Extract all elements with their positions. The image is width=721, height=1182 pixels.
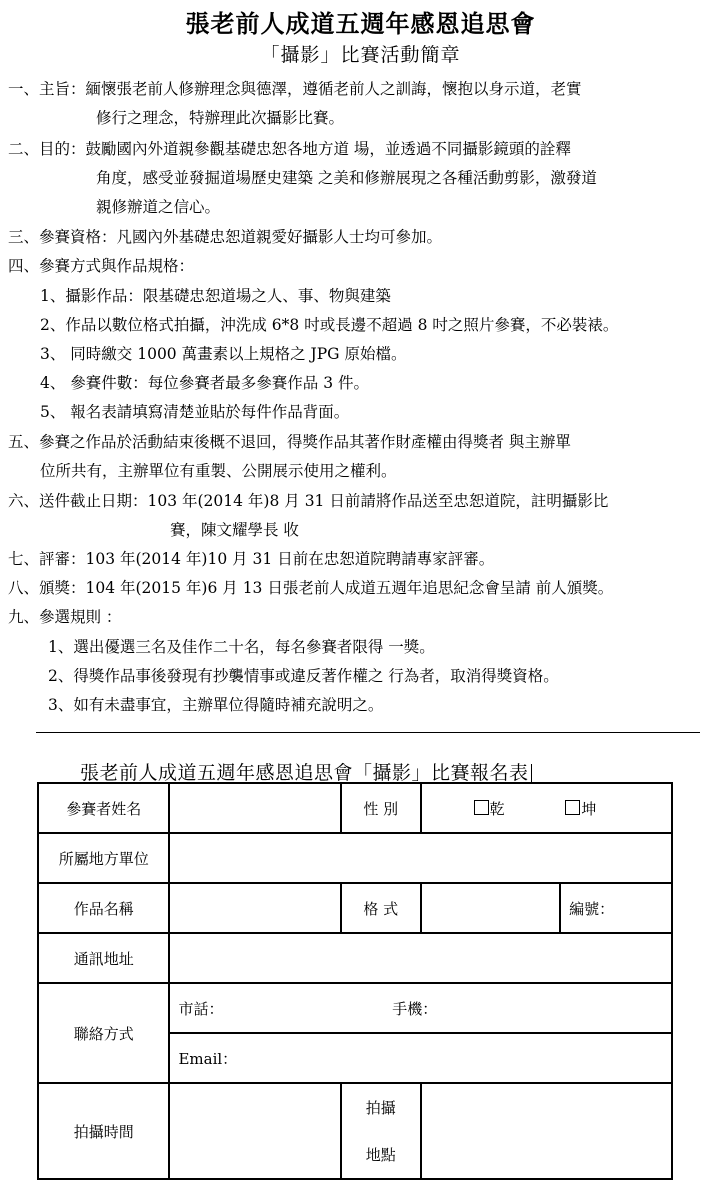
email-row[interactable] [169, 1033, 672, 1083]
name-label: 參賽者姓名 [38, 783, 169, 833]
form-title-text: 張老前人成道五週年感恩追思會「攝影」比賽報名表 [80, 762, 529, 784]
rule-line: 位所共有，主辦單位有重製、公開展示使用之權利。 [40, 462, 397, 480]
mobile-label: 手機： [392, 999, 438, 1018]
phone-label: 市話： [178, 999, 224, 1018]
place-label-2: 地點 [365, 1146, 396, 1164]
rule-line: 角度，感受並發掘道場歷史建築 之美和修辦展現之各種活動剪影，激發道 [96, 169, 597, 187]
rule-line: 2、得獎作品事後發現有抄襲情事或違反著作權之 行為者，取消得獎資格。 [48, 667, 559, 685]
unit-label: 所屬地方單位 [38, 833, 169, 883]
format-label: 格 式 [341, 883, 421, 933]
rule-line: 九、參選規則 ： [8, 608, 122, 626]
rule-line: 三、參賽資格：凡國內外基礎忠恕道親愛好攝影人士均可參加。 [8, 228, 443, 246]
number-label: 編號： [569, 899, 615, 918]
gender-options [421, 783, 672, 833]
time-label: 拍攝時間 [38, 1083, 169, 1179]
text-cursor [531, 764, 532, 784]
rule-line: 一、主旨：緬懷張老前人修辦理念與德澤，遵循老前人之訓誨，懷抱以身示道，老實 [8, 80, 582, 98]
format-field[interactable] [421, 883, 561, 933]
place-label [341, 1083, 421, 1179]
rule-line: 六、送件截止日期：103 年(2014 年)8 月 31 日前請將作品送至忠恕道院，註明攝影比 [8, 492, 609, 510]
document-title: 張老前人成道五週年感恩追思會 [185, 9, 536, 38]
contact-label: 聯絡方式 [38, 983, 169, 1083]
time-field[interactable] [169, 1083, 340, 1179]
rule-line: 4、 參賽件數：每位參賽者最多參賽作品 3 件。 [40, 374, 370, 392]
gender-option-kun[interactable]: 坤 [565, 800, 596, 818]
phone-row[interactable] [169, 983, 672, 1033]
document-subtitle: 「攝影」比賽活動簡章 [260, 44, 461, 66]
name-field[interactable] [169, 783, 340, 833]
rule-line: 5、 報名表請填寫清楚並貼於每件作品背面。 [40, 403, 350, 421]
work-name-label: 作品名稱 [38, 883, 169, 933]
rule-line: 3、如有未盡事宜，主辦單位得隨時補充說明之。 [48, 696, 384, 714]
email-label: Email： [178, 1049, 238, 1068]
rule-line: 親修辦道之信心。 [96, 198, 221, 216]
rule-line: 七、評審：103 年(2014 年)10 月 31 日前在忠恕道院聘請專家評審。 [8, 550, 495, 568]
place-field[interactable] [421, 1083, 672, 1179]
rule-line: 二、目的：鼓勵國內外道親參觀基礎忠恕各地方道 場，並透過不同攝影鏡頭的詮釋 [8, 140, 571, 158]
rule-line: 五、參賽之作品於活動結束後概不退回，得獎作品其著作財產權由得獎者 與主辦單 [8, 433, 571, 451]
rule-line: 1、選出優選三名及佳作二十名，每名參賽者限得 一獎。 [48, 638, 435, 656]
gender-option-qian[interactable]: 乾 [474, 800, 505, 818]
place-label-1: 拍攝 [365, 1099, 396, 1117]
unit-field[interactable] [169, 833, 672, 883]
rule-line: 2、作品以數位格式拍攝，沖洗成 6*8 吋或長邊不超過 8 吋之照片參賽，不必裝裱。 [40, 316, 619, 334]
address-field[interactable] [169, 933, 672, 983]
registration-form [37, 782, 673, 1180]
divider [36, 732, 700, 733]
gender-label: 性 別 [341, 783, 421, 833]
number-field[interactable] [560, 883, 672, 933]
checkbox-icon[interactable] [474, 800, 489, 815]
rule-line: 賽，陳文耀學長 收 [170, 521, 299, 539]
rule-line: 四、參賽方式與作品規格： [8, 257, 195, 275]
rule-line: 八、頒獎：104 年(2015 年)6 月 13 日張老前人成道五週年追思紀念會呈請 前人頒獎。 [8, 579, 614, 597]
rule-line: 修行之理念，特辦理此次攝影比賽。 [96, 109, 345, 127]
rule-line: 3、 同時繳交 1000 萬畫素以上規格之 JPG 原始檔。 [40, 345, 407, 363]
form-title [80, 758, 532, 785]
work-name-field[interactable] [169, 883, 340, 933]
address-label: 通訊地址 [38, 933, 169, 983]
rule-line: 1、攝影作品：限基礎忠恕道場之人、事、物與建築 [40, 287, 391, 305]
checkbox-icon[interactable] [565, 800, 580, 815]
